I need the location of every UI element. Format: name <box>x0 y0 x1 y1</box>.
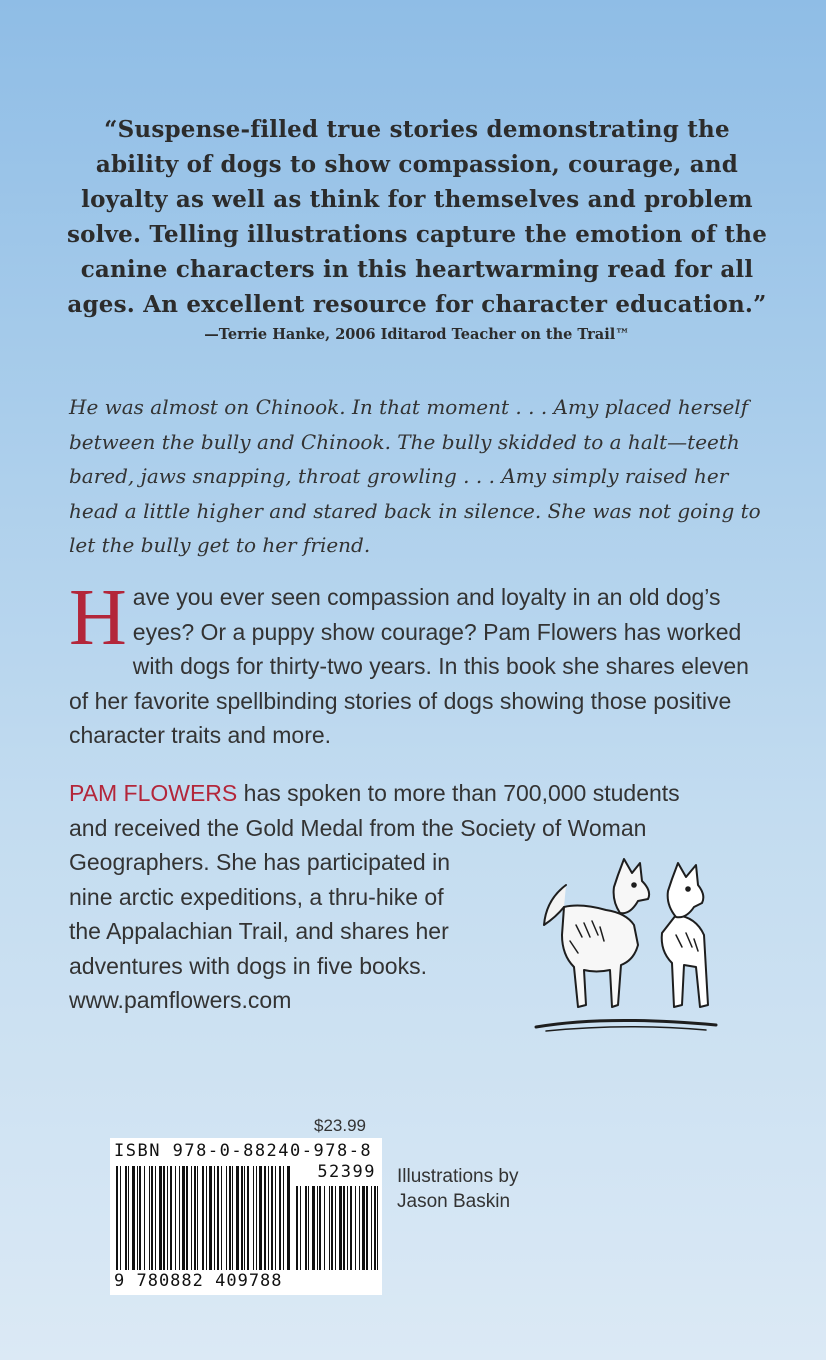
book-excerpt <box>69 390 769 563</box>
bio-line-5: the Appalachian Trail, and shares her <box>69 918 449 944</box>
quote-attribution: —Terrie Hanke, 2006 Iditarod Teacher on the Trail™ <box>204 326 630 343</box>
author-name: PAM FLOWERS <box>69 780 238 806</box>
ean-digits: 9 780882 409788 <box>114 1271 283 1291</box>
bio-line-1-text: has spoken to more than 700,000 students <box>237 780 680 806</box>
illustrator-credit <box>397 1164 518 1214</box>
credit-line-2: Jason Baskin <box>397 1191 511 1212</box>
drop-cap: H <box>69 574 127 662</box>
credit-line-1: Illustrations by <box>397 1166 519 1187</box>
isbn-text: ISBN 978-0-88240-978-8 <box>114 1141 373 1161</box>
bio-line-2: and received the Gold Medal from the Society of Woman <box>69 814 647 841</box>
barcode-price-code: 52399 <box>317 1162 376 1182</box>
dogs-illustration <box>526 855 736 1035</box>
book-blurb <box>69 574 769 753</box>
blurb-text: ave you ever seen compassion and loyalty in an old dog’s eyes? Or a puppy show courage? Pam Flowers has worked with dogs for thirty-two years. In this book she shares eleven of her favorite spellbinding stories of dogs showing those positive character traits and more. <box>69 584 749 748</box>
bio-line-4: nine arctic expeditions, a thru-hike of <box>69 883 444 910</box>
excerpt-text: He was almost on Chinook. In that moment . . . Amy placed herself between the bully and Chinook. The bully skidded to a halt—teeth bared, jaws snapping, throat growling . . . Amy simply raised her head a little higher and stared back in silence. She was not going to let the bully get to her friend. <box>69 395 761 557</box>
bio-line-6: adventures with dogs in five books. <box>69 952 427 979</box>
isbn-barcode <box>110 1138 382 1295</box>
bio-line-3: Geographers. She has participated in <box>69 849 451 875</box>
bio-line-1 <box>69 776 769 811</box>
author-website: www.pamflowers.com <box>69 987 292 1013</box>
price-label: $23.99 <box>314 1116 366 1135</box>
endorsement-quote: “Suspense-filled true stories demonstrating the ability of dogs to show compassion, courage, and loyalty as well as think for themselves and problem solve. Telling illustrations capture the emotion of the canine characters in this heartwarming read for all ages. An excellent resource for character education.” <box>66 116 768 318</box>
